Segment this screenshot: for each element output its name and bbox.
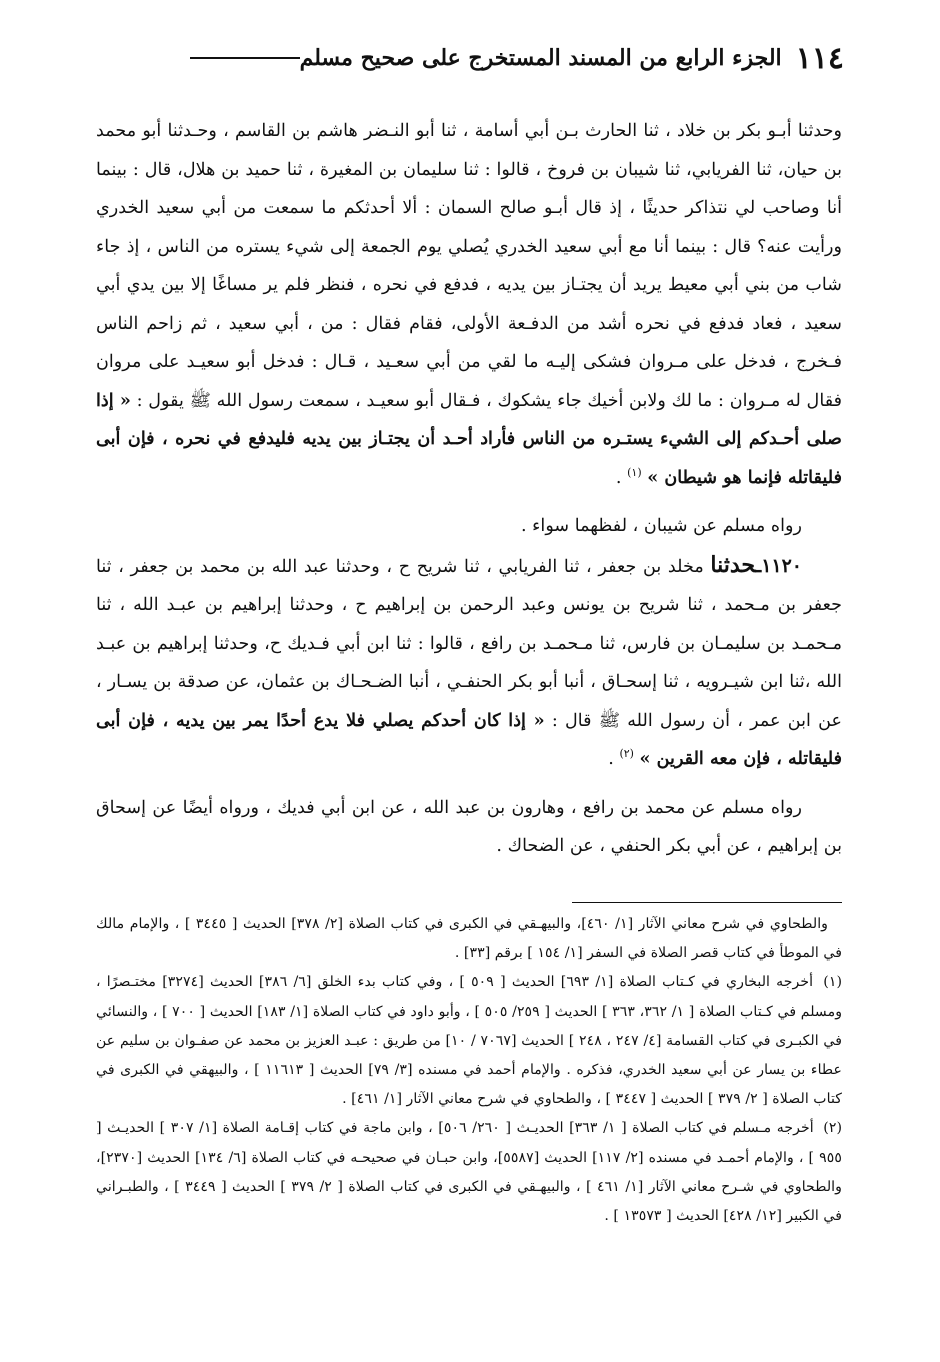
footnotes	[96, 910, 842, 1231]
running-title: الجزء الرابع من المسند المستخرج على صحيح مسلم	[299, 45, 782, 71]
page-number: ١١٤	[795, 40, 844, 76]
footnote-separator	[572, 902, 842, 903]
hadith-quote: « إذا كان أحدكم يصلي فلا يدع أحدًا يمر بين يديه ، فإن أبى فليقاتله ، فإن معه القرين »	[96, 709, 842, 769]
paragraph-2: رواه مسلم عن شيبان ، لفظهما سواء .	[520, 516, 802, 536]
haddathana-word: حدثنا	[710, 551, 756, 578]
footnote-1-label: (١)	[823, 974, 842, 991]
isnad-text: وحدثنا أبـو بكر بن خلاد ، ثنا الحارث بـن أبي أسامة ، ثنا أبو النـضر هاشم بن القاسم ، وحـدثنا أبو محمد بن حيان، ثنا الفريابي، ثنا شيبان بن فروخ ، قالوا : ثنا سليمان بن المغيرة ، ثنا حميد بن هلال، قال : بينما أنا وصاحب لي نتذاكر حديثًا ، إذ قال أبـو صالح السمان : ألا أحدثكم ما سمعت من أبي سعيد الخدري ورأيت عنه؟ قال : بينما أنا مع أبي سعيد الخدري يُصلي يوم الجمعة إلى شيء يستره من الناس ، إذ جاء شاب من بني أبي معيط يريد أن يجتـاز بين يديه ، فدفع في نحره ، فنظر فلم ير مساغًا إلا بين يدي أبي سعيد ، فعاد فدفع في نحره أشد من الدفـعة الأولى، فقام فقال : من ، أبي سعيد ، ثم زاحم الناس فـخرج ، فدخل على مـروان فشكى إليـه ما لقي من أبي سعـيد ، قـال : فدخل أبو سعيـد على مروان فقال له مـروان : ما لك ولابن أخيك جاء يشكوك ، فـقال أبو سعيـد ، سمعت رسول الله ﷺ يقول :	[96, 121, 843, 411]
footnote-ref-1: (١)	[627, 465, 642, 479]
sentence-end: .	[615, 467, 622, 488]
footnote-2	[96, 1114, 842, 1231]
footnote-2-label: (٢)	[823, 1120, 843, 1137]
paragraph-4: رواه مسلم عن محمد بن رافع ، وهارون بن عبد الله ، عن ابن أبي فديك ، ورواه أيضًا عن إسحاق بن إبراهيم ، عن أبي بكر الحنفي ، عن الضحاك .	[96, 797, 842, 856]
footnote-2-text: أخرجه مـسلم في كتاب الصلاة [ ١/ ٣٦٣] الحديـث [ ٢٦٠/ ٥٠٦] ، وابن ماجة في كتاب إقـامة الصلاة [١/ ٣٠٧ ] الحديـث [ ٩٥٥ ] ، والإمام أحمـد في مسنده [٢/ ١١٧] الحديث [٥٥٨٧]، وابن حبـان في صحيحـه في كتاب الصلاة [٦/ ١٣٤] الحديث [٢٣٧٠]، والطحاوي في شـرح معاني الآثار [١/ ٤٦١ ] ، والبيهـقي في الكبرى في كتاب الصلاة [ ٢/ ٣٧٩ ] الحديث [ ٣٤٤٩ ] ، والطبـراني في الكبير [١٢/ ٤٢٨] الحديث [ ١٣٥٧٣ ] .	[96, 1120, 842, 1225]
paragraph-3	[96, 546, 842, 779]
footnote-continuation: والطحاوي في شرح معاني الآثار [١/ ٤٦٠]، والبيهـقي في الكبرى في كتاب الصلاة [٢/ ٣٧٨] الحديث [ ٣٤٤٥ ] ، والإمام مالك في الموطأ في كتاب قصر الصلاة في السفر [١/ ١٥٤ ] برقم [٣٣] .	[96, 916, 842, 962]
footnote-1-text: أخرجه البخاري في كـتاب الصلاة [١/ ٦٩٣] الحديث [ ٥٠٩ ] ، وفي كتاب بدء الخلق [٦/ ٣٨٦] الحديث [٣٢٧٤] مختـصرًا ، ومسلم في كـتاب الصلاة [ ١/ ٣٦٢، ٣٦٣ ] الحديث [ ٢٥٩/ ٥٠٥ ] ، وأبو داود في كتاب الصلاة [١/ ١٨٣] الحديث [ ٧٠٠ ] ، والنسائي في الكبـرى في كتاب القسامة [٤/ ٢٤٧ ، ٢٤٨ ] الحديث [٧٠٦٧ / ١٠] من طريق : عبـد العزيز بن محمد عن صفـوان بن سليم عن عطاء بن يسار عن أبي سعيد الخدري، فذكره . والإمام أحمد في مسنده [٣/ ٧٩] الحديث [ ١١٦١٣ ] ، والبيهقي في الكبرى في كتاب الصلاة [ ٢/ ٣٧٩ ] الحديث [ ٣٤٤٧ ] ، والطحاوي في شرح معاني الآثار [١/ ٤٦١] .	[96, 974, 843, 1108]
page-header	[88, 38, 844, 78]
footnote-ref-2: (٢)	[619, 747, 634, 761]
main-text	[96, 112, 842, 866]
isnad-text: مخلد بن جعفر ، ثنا الفريابي ، ثنا شريح ح ، وحدثنا عبد الله بن محمد بن جعفر ، ثنا جعفر بن مـحمد ، ثنا شريح بن يونس وعبد الرحمن بن إبراهيم ح ، وحدثنا إبراهيم بن عبـد الله ، ثنا مـحمـد بن سليمـان بن فارس، ثنا مـحمـد بن رافع ، قالوا : ثنا ابن أبي فـديك ح، وحدثنا إبراهيم بن عبـد الله ،ثنا ابن شيـرويه ، ثنا إسحـاق ، أنبا أبو بكر الحنفـي ، أنبا الضـحـاك بن عثمان، عن صدقة بن يسـار ، عن ابن عمر ، أن رسول الله ﷺ قال :	[96, 556, 842, 731]
footnote-1	[96, 968, 842, 1114]
paragraph-1	[96, 112, 842, 497]
hadith-quote: « إذا صلى أحـدكم إلى الشيء يستـره من الناس فأراد أحـد أن يجتـاز بين يديه فليدفع في نحره ، فإن أبى فليقاتله فإنما هو شيطان »	[96, 389, 842, 488]
sentence-end: .	[608, 749, 614, 769]
hadith-number: ١١٢٠ـ	[755, 554, 803, 577]
header-rule	[190, 57, 300, 59]
